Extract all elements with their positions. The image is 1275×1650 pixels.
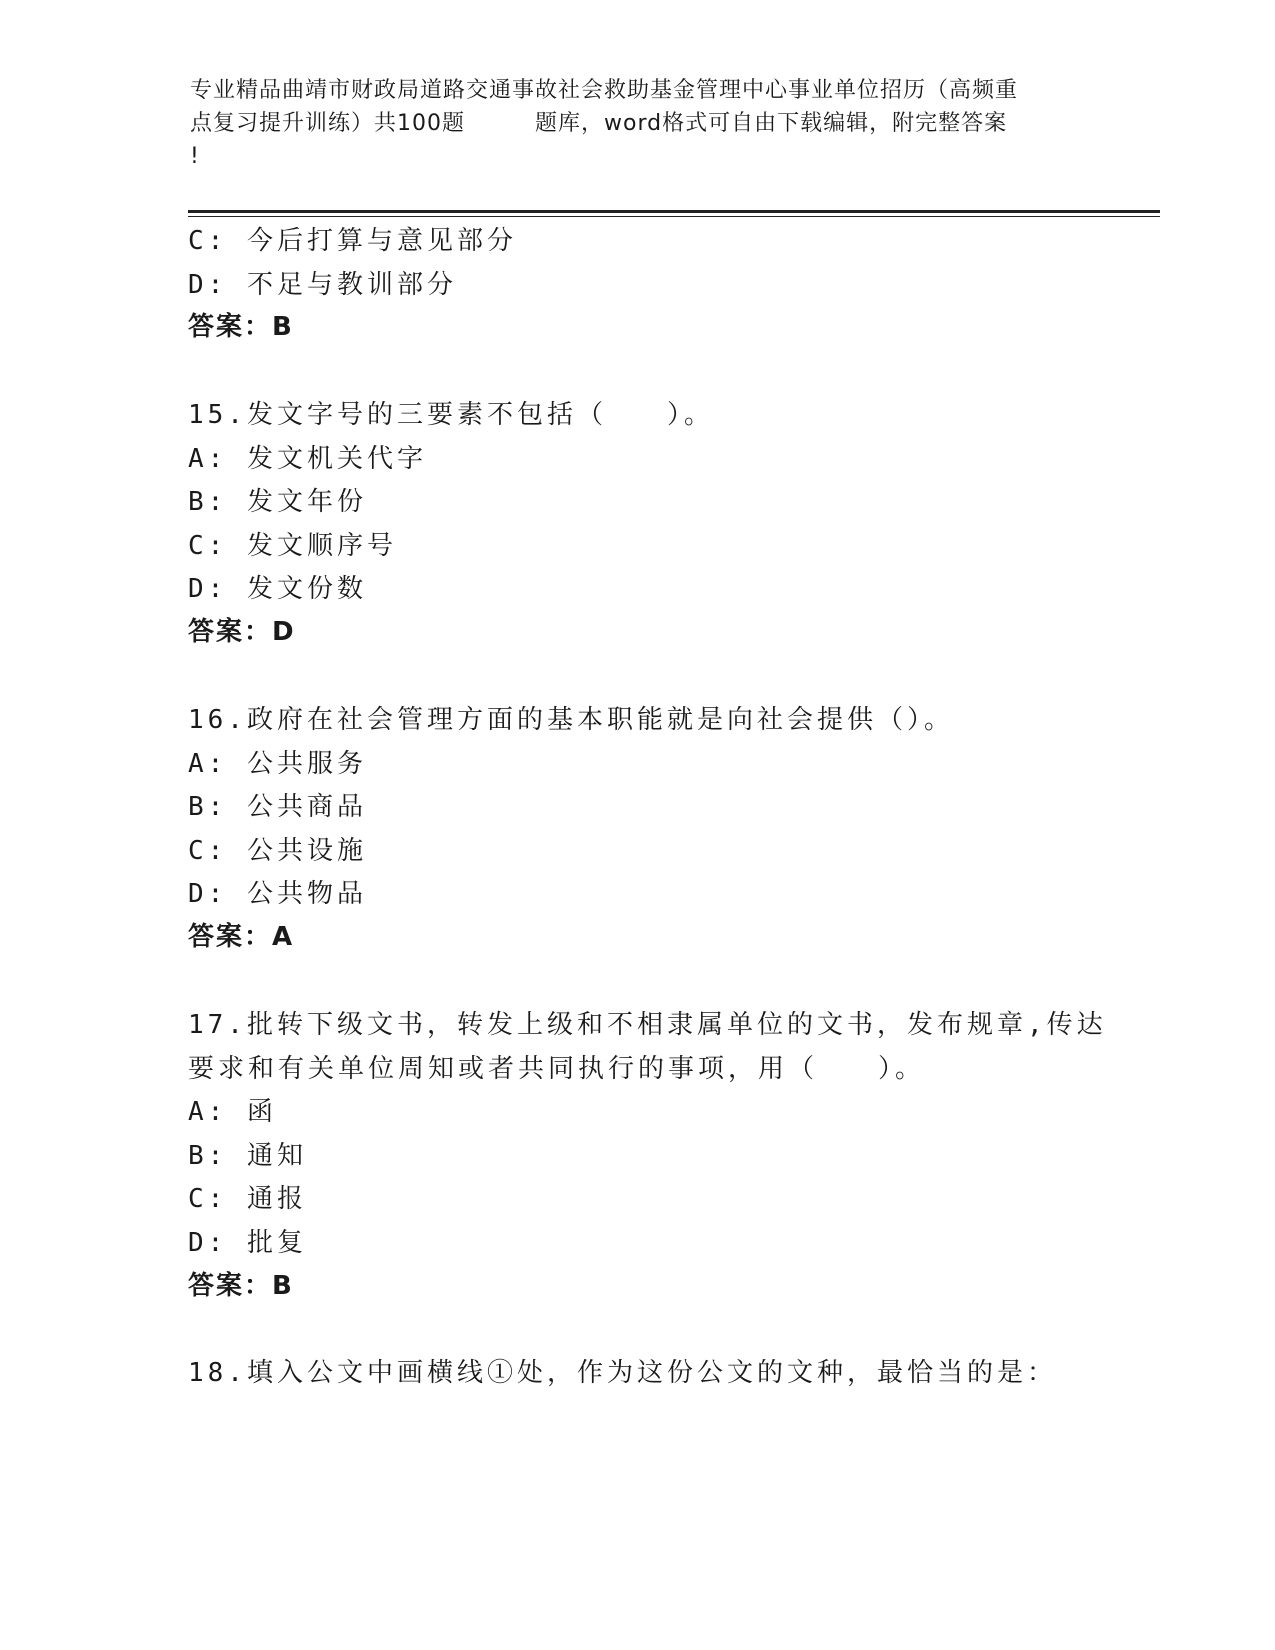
q15-option-b: B: 发文年份	[188, 487, 367, 517]
q16-option-b: B: 公共商品	[188, 792, 367, 822]
q16-stem: 16.政府在社会管理方面的基本职能就是向社会提供（）。	[188, 705, 954, 735]
header-line-2b: 题库，word格式可自由下载编辑，附完整答案	[535, 111, 1008, 136]
q17-answer: 答案：B	[188, 1271, 294, 1301]
header-line-3: !	[190, 144, 200, 169]
q15-option-c: C: 发文顺序号	[188, 531, 397, 561]
prev-option-c: C: 今后打算与意见部分	[188, 226, 517, 256]
q16-option-c: C: 公共设施	[188, 836, 367, 866]
q17-option-b: B: 通知	[188, 1141, 307, 1171]
q17-stem-line-2: 要求和有关单位周知或者共同执行的事项，用（ ）。	[188, 1054, 926, 1084]
q17-option-c: C: 通报	[188, 1184, 307, 1214]
q17-option-d: D: 批复	[188, 1228, 307, 1258]
q16-option-d: D: 公共物品	[188, 879, 367, 909]
q16-answer: 答案：A	[188, 922, 295, 952]
q16-option-a: A: 公共服务	[188, 749, 367, 779]
q15-stem: 15.发文字号的三要素不包括（ ）。	[188, 400, 714, 430]
header-rule-thin	[188, 216, 1160, 217]
q17-stem-line-1: 17.批转下级文书，转发上级和不相隶属单位的文书，发布规章,传达	[188, 1010, 1107, 1040]
q15-option-a: A: 发文机关代字	[188, 444, 427, 474]
q17-option-a: A: 函	[188, 1097, 277, 1127]
header-rule-thick	[188, 210, 1160, 213]
prev-option-d: D: 不足与教训部分	[188, 270, 457, 300]
document-header	[190, 74, 1090, 173]
q15-option-d: D: 发文份数	[188, 574, 367, 604]
q15-answer: 答案：D	[188, 617, 296, 647]
header-line-2a: 点复习提升训练）共100题	[190, 111, 465, 136]
header-line-1: 专业精品曲靖市财政局道路交通事故社会救助基金管理中心事业单位招历（高频重	[190, 78, 1019, 103]
prev-answer: 答案：B	[188, 312, 294, 342]
q18-stem: 18.填入公文中画横线①处，作为这份公文的文种，最恰当的是：	[188, 1358, 1057, 1388]
